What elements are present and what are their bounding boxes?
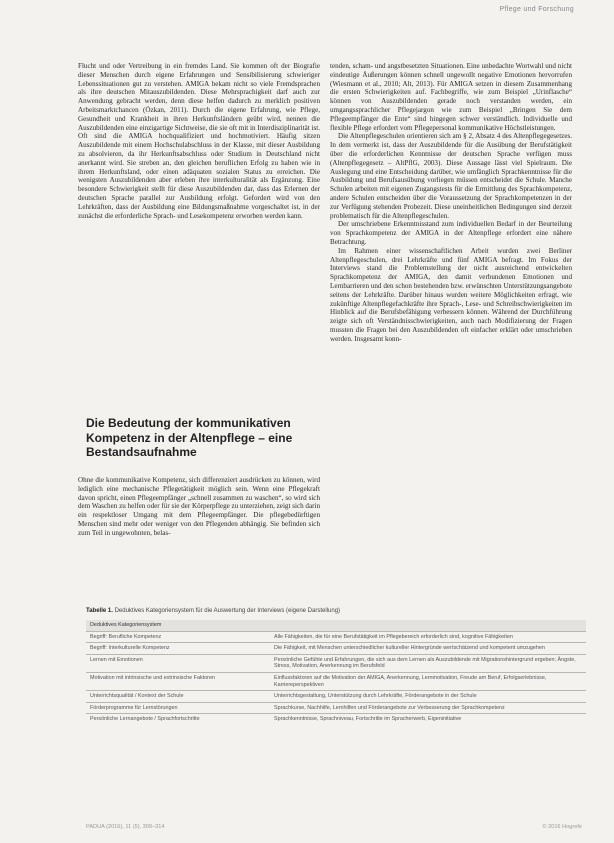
table-row <box>86 672 586 690</box>
table-caption <box>86 608 586 614</box>
table-header: Deduktives Kategoriensystem <box>86 620 586 631</box>
table-row <box>86 631 586 643</box>
table-cell-definition: Sprachkurse, Nachhilfe, Lernhilfen und Förderangebote zur Verbesserung der Sprachkompetenz <box>270 702 586 714</box>
section-heading: Die Bedeutung der kommunikativen Kompetenz in der Altenpflege – eine Bestandsaufnahme <box>86 416 293 459</box>
body-paragraph: tenden, scham- und angstbesetzten Situationen. Eine unbedachte Wortwahl und nicht eindeutige Äußerungen können schnell ungewollt negative Emotionen hervorrufen (Wiesmann et al., 2010; Alt, 2013). Für AMIGA setzen in diesem Zusammenhang die ersten Schwierigkeiten auf. Fachbegriffe, wie zum Beispiel „Urinflasche“ können von Auszubildenden gerade noch verstanden werden, ein umgangssprachlicher Pflegejargon wie zum Beispiel „Bringen Sie dem Pflegeempfänger die Ente“ sind hingegen schwer verständlich. Individuelle und flexible Pflege erfordert vom Pflegepersonal kommunikative Höchstleistungen. <box>330 62 572 132</box>
table <box>86 620 586 725</box>
running-head <box>76 6 574 18</box>
left-column <box>78 62 320 220</box>
page-footer <box>86 824 582 834</box>
table-row <box>86 714 586 725</box>
table-cell-category: Begriff: Interkulturelle Kompetenz <box>86 643 270 655</box>
table-row <box>86 702 586 714</box>
table-caption-text: Deduktives Kategoriensystem für die Auswertung der Interviews (eigene Darstellung) <box>114 608 341 614</box>
table-cell-category: Motivation mit intrinsische und extrinsische Faktoren <box>86 672 270 690</box>
table-cell-category: Persönliche Lernangebote / Sprachfortschritte <box>86 714 270 725</box>
right-column <box>330 62 572 344</box>
left-column-lower <box>78 476 320 538</box>
body-paragraph: Ohne die kommunikative Kompetenz, sich differenziert ausdrücken zu können, wird lediglich eine mechanische Pflegetätigkeit möglich sein. Wenn eine Pflegekraft davon spricht, einen Pflegeempfänger „schnell zusammen zu waschen“, so wird sich dem Waschen zu helfen oder für sie der Körperpflege zu unterziehen, zeigt sich darin ein respektloser Umgang mit dem Pflegeempfänger. Die pflegebedürftigen Menschen sind mehr oder weniger von den Pflegenden abhängig. Sie befinden sich zum Teil in ungewohnten, belas- <box>78 476 320 537</box>
running-head-section: Pflege und Forschung <box>499 6 574 13</box>
body-paragraph: Die Altenpflegeschulen orientieren sich am § 2, Absatz 4 des Altenpflegegesetzes. In dem vermerkt ist, dass der Auszubildende für die Ausübung der Berufstätigkeit über die erforderlichen Kenntnisse der deutschen Sprache verfügen muss (Altenpflegegesetz – AltPflG, 2003). Diese Aussage lässt viel Spielraum. Die Auslegung und eine Entscheidung darüber, wie umfänglich Sprachkenntnisse für die Ausbildung und Berufsausübung vorliegen müssen entscheidet die Schule. Manche Schulen arbeiten mit eigenen Zugangstests für die Ermittlung des Sprachkompetenz, andere Schulen entscheiden über die Voraussetzung der Sprachkompetenzen in der zur Verfügung stehenden Probezeit. Diese uneinheitlichen Bedingungen sind derzeit problematisch für die Altenpflegeschulen. <box>330 132 572 220</box>
table-row <box>86 643 586 655</box>
footer-citation: PADUA (2016), 11 (5), 309–314 <box>86 824 165 830</box>
table-row <box>86 691 586 703</box>
footer-copyright: © 2016 Hogrefe <box>542 824 582 830</box>
table-row <box>86 654 586 672</box>
table-cell-definition: Persönliche Gefühle und Erfahrungen, die sich aus dem Lernen als Auszubildende mit Migrationshintergrund ergeben; Ängste, Stress, Motivation, Anerkennung im Berufsfeld <box>270 654 586 672</box>
table-cell-definition: Unterrichtsgestaltung, Unterstützung durch Lehrkräfte, Förderangebote in der Schule <box>270 691 586 703</box>
table-cell-definition: Sprachkenntnisse, Sprachniveau, Fortschritte im Spracherwerb, Eigeninitiative <box>270 714 586 725</box>
category-table <box>86 608 586 725</box>
table-header-row <box>86 620 586 631</box>
table-cell-category: Förderprogramme für Lernstörungen <box>86 702 270 714</box>
table-cell-category: Lernen mit Emotionen <box>86 654 270 672</box>
body-paragraph: Der umschriebene Erkenntnisstand zum individuellen Bedarf in der Beurteilung von Sprachkompetenz der AMIGA in der Altenpflege erfordert eine nähere Betrachtung. <box>330 220 572 246</box>
table-cell-category: Unterrichtsqualität / Kontext der Schule <box>86 691 270 703</box>
table-cell-definition: Alle Fähigkeiten, die für eine Berufstätigkeit im Pflegebereich erforderlich sind, kognitive Fähigkeiten <box>270 631 586 643</box>
table-cell-definition: Die Fähigkeit, mit Menschen unterschiedlicher kultureller Hintergründe wertschätzend und kompetent umzugehen <box>270 643 586 655</box>
table-cell-definition: Einflussfaktoren auf die Motivation der AMIGA, Anerkennung, Lernmotivation, Freude am Beruf, Erfolgserlebnisse, Karriereperspektiven <box>270 672 586 690</box>
body-paragraph: Flucht und oder Vertreibung in ein fremdes Land. Sie kommen oft der Biografie dieser Menschen durch eigene Erfahrungen und Sensibilisierung schwieriger Lebenssituationen gut zu verstehen. AMIGA bekam nicht so viele Fremdsprachen als ihre deutschen Mitauszubildenden. Diese Mehrsprachigkeit darf auch zur Anwendung gebracht werden, denn diese helfen dadurch zu merklich positiven Arbeitsmarktchancen (Özkan, 2011). Durch die eigene Erfahrung, wie Pflege, Gesundheit und Krankheit in ihren Herkunftsländern geübt wird, nennen die Auszubildenden eine einzigartige Sichtweise, die sie oft mit in Interdisziplinarität ist. Oft sind die AMIGA hochqualifiziert und hochmotiviert. Häufig sitzen Auszubildende mit einem Hochschulabschluss in der Klasse, mit dieser Ausbildung zu absolvieren, da ihr Herkunftsabschluss oder Studium in Deutschland nicht anerkannt wird. Sie streben an, den gleichen beruflichen Erfolg zu haben wie in ihrem Herkunftsland, oder einen adäquaten sozialen Status zu erreichen. Die wenigsten Auszubildenden aber erleben ihre interkulturalität als Ergänzung. Eine besondere Schwierigkeit stellt für diese Auszubildenden dar, dass das Erlernen der deutschen Sprache parallel zur Ausbildung erfolgt. Gefordert wird von den Lehrkräften, dass der Ausbildung eine Bildungsmaßnahme vorgeschaltet ist, in der zunächst die erforderliche Sprach- und Lesekompetenz erworben werden kann. <box>78 62 320 220</box>
body-paragraph: Im Rahmen einer wissenschaftlichen Arbeit wurden zwei Berliner Altenpflegeschulen, drei Lehrkräfte und fünf AMIGA befragt. Im Fokus der Interviews stand die Problemstellung der nicht ausreichend entwickelten Sprachkompetenz der AMIGA, den damit verbundenen Emotionen und Lernbarrieren und den schon bestehenden bzw. erwünschten Unterstützungsangebote seitens der Lehrkräfte. Darüber hinaus wurden weitere Möglichkeiten erfragt, wie zukünftige Altenpflegefachkräfte ihre Sprach-, Lese- und Schreibschwierigkeiten im Hinblick auf die Berufsbefähigung verbessern können. Während der Durchführung zeigte sich oft Verständnisschwierigkeiten, auch nach Modifizierung der Fragen mussten die Fragen bei den Auszubildenden oft einfacher erklärt oder umschrieben werden. Insgesamt konn- <box>330 246 572 343</box>
table-caption-label: Tabelle 1. <box>86 608 113 614</box>
table-cell-category: Begriff: Berufliche Kompetenz <box>86 631 270 643</box>
